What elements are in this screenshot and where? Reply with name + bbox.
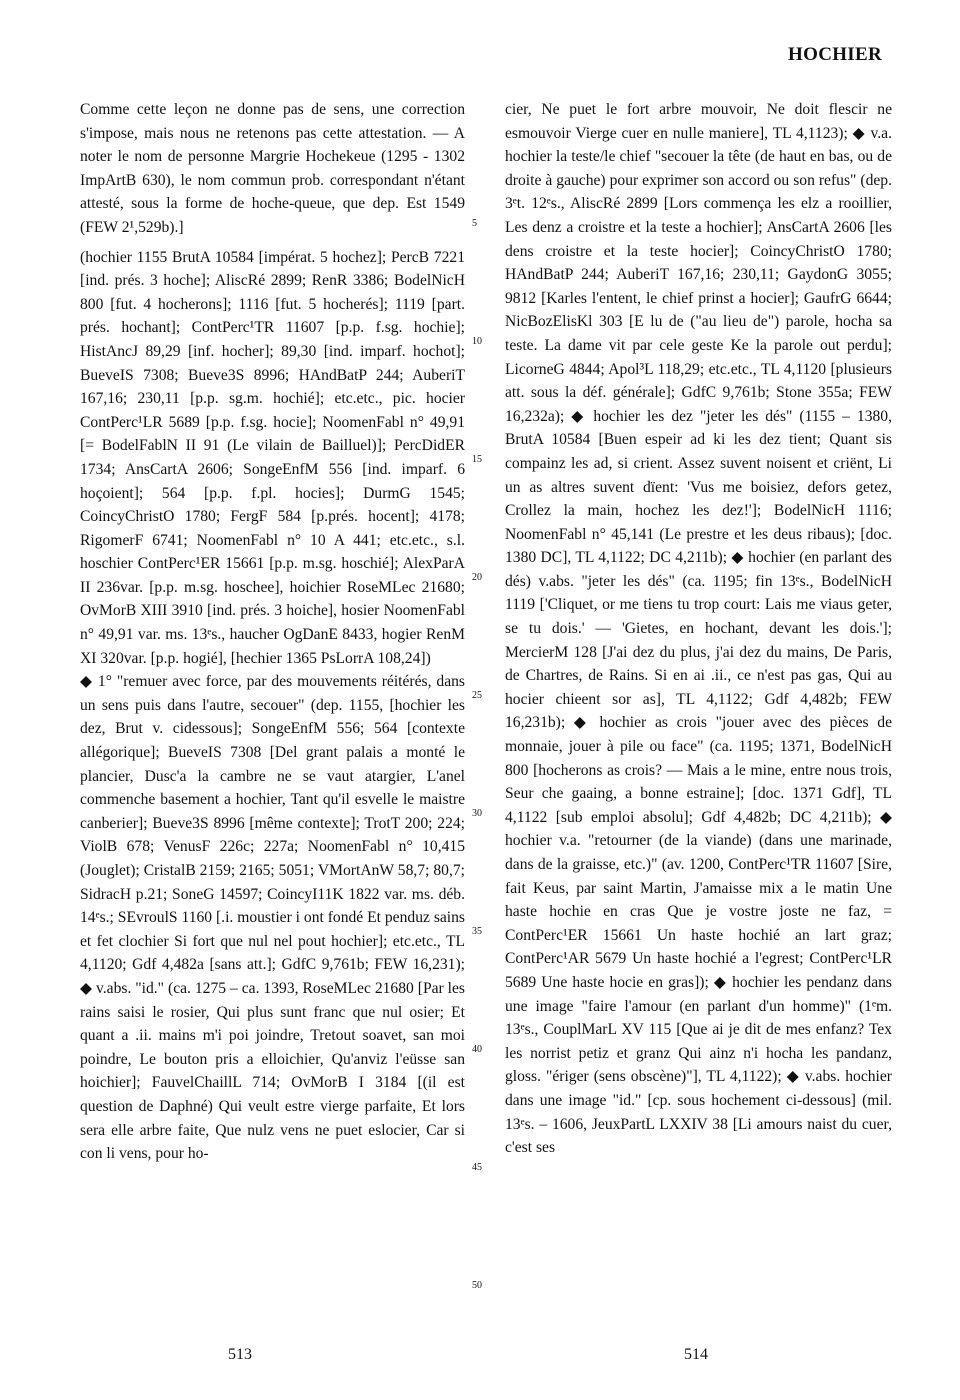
left-column xyxy=(80,98,465,1166)
paragraph: cier, Ne puet le fort arbre mouvoir, Ne doit flescir ne esmouvoir Vierge cuer en nulle maniere], TL 4,1123); ◆ v.a. hochier la teste/le chief "secouer la tête (de haut en bas, ou de droite à gauche) pour exprimer son accord ou son refus" (dep. 3ᵉt. 12ᵉs., AliscRé 2899 [Lors commença les elz a rooillier, Les denz a croistre et la teste a hochier]; AnsCartA 2606 [les dens croistre et la teste hocier]; CoincyChristO 1780; HAndBatP 244; AuberiT 167,16; 230,11; GaydonG 3055; 9812 [Karles l'entent, le chief prinst a hocier]; GaufrG 6644; NicBozElisKl 303 [E lu de ("au lieu de") parole, hocha sa teste. La dame vit par cele geste Ke la parole out perdu]; LicorneG 4844; Apol³L 118,29; etc.etc., TL 4,1120 [plusieurs att. sous la déf. générale]; GdfC 9,761b; Stone 355a; FEW 16,232a); ◆ hochier les dez "jeter les dés" (1155 – 1380, BrutA 10584 [Buen espeir ad ki les dez tient; Quant sis compainz les ad, si crient. Assez suvent noisent et criënt, Li un as altres suvent dïent: 'Vus me boisiez, defors getez, Crollez la main, hochez les dez!']; BodelNicH 1116; NoomenFabl n° 45,141 (Le prestre et les deus ribaus); [doc. 1380 DC], TL 4,1122; DC 4,211b); ◆ hochier (en parlant des dés) v.abs. "jeter les dés" (ca. 1195; fin 13ᵉs., BodelNicH 1119 ['Cliquet, or me tiens tu trop court: Lais me viaus geter, se tu dois.' — 'Gietes, en hochant, devant les dois.']; MercierM 128 [J'ai dez du plus, j'ai dez du mains, De Paris, de Chartres, de Rains. Si en ai .ii., ce n'est pas gas, Qui au hocier chieent sor as], TL 4,1122; Gdf 4,482b; FEW 16,231b); ◆ hochier as crois "jouer avec des pièces de monnaie, jouer à pile ou face" (ca. 1195; 1371, BodelNicH 800 [hocherons as crois? — Mais a le mine, entre nous trois, Seur che gaaing, a bonne estraine]; [doc. 1371 Gdf], TL 4,1122 [sub emploi absolu]; Gdf 4,482b; DC 4,211b); ◆ hochier v.a. "retourner (de la viande) (dans une marinade, dans de la graisse, etc.)" (av. 1200, ContPerc¹TR 11607 [Sire, fait Keus, par saint Martin, J'amaisse mix a le matin Une haste hochie en cras Que je vostre joste ne faz, = ContPerc¹ER 15661 Un haste hochié an lart graz; ContPerc¹AR 5679 Un haste hochié a l'egrest; ContPerc¹LR 5689 Une haste hocie en gras]); ◆ hochier les pendanz dans une image "faire l'amour (en parlant d'un homme)" (1ᵉm. 13ᵉs., CouplMarL XV 115 [Que ai je dit de mes enfanz? Tex les norrist petiz et granz Qui ainz n'i hocha les pandanz, gloss. "ériger (sens obscène)"], TL 4,1122); ◆ v.abs. hochier dans une image "id." [cp. sous hochement ci-dessous] (mil. 13ᵉs. – 1606, JeuxPartL LXXIV 38 [Li amours naist du cuer, c'est ses xyxy=(505,101,892,1157)
paragraph: ◆ 1° "remuer avec force, par des mouvements réitérés, dans un sens puis dans l'autre, secouer" (dep. 1155, [hochier les dez, Brut v. cidessous]; SongeEnfM 556; 564 [contexte allégorique]; BueveIS 7308 [Del grant palais a monté le plancier, Dusc'a la cambre ne se vaut atargier, L'anel commenche basement a hochier, Tant qu'il esvelle le maistre canberier]; Bueve3S 8996 [même contexte]; TrotT 200; 224; ViolB 678; VenusF 226c; 227a; NoomenFabl n° 10,415 (Jouglet); CristalB 2159; 2165; 5051; VMortAnW 58,7; 80,7; SidracH p.21; SoneG 14597; CoincyI11K 1822 var. ms. déb. 14ᵉs.; SEvroulS 1160 [.i. moustier i ont fondé Et penduz sains et fet clochier Si fort que nul nel pout hochier]; etc.etc., TL 4,1120; Gdf 4,482a [sans att.]; GdfC 9,761b; FEW 16,231); ◆ v.abs. "id." (ca. 1275 – ca. 1393, RoseMLec 21680 [Par les rains saisi le rosier, Qui plus sunt franc que nul osier; Et quant a .ii. mains m'i poi joindre, Tretout soavet, san moi poindre, Le bouton pris a elloichier, Qu'anviz l'eüsse san hoichier]; FauvelChaillL 714; OvMorB I 3184 [(il est question de Daphné) Qui veult estre vierge parfaite, Et lors sera elle arbre faite, Que nulz vens ne puet eslocier, Car si con li vens, pour ho- xyxy=(80,673,466,1163)
line-number: 15 xyxy=(472,454,482,465)
line-number: 40 xyxy=(472,1044,482,1055)
right-column xyxy=(505,98,892,1160)
page-number-left: 513 xyxy=(228,1346,252,1363)
line-number: 50 xyxy=(472,1280,482,1291)
line-number: 30 xyxy=(472,808,482,819)
line-number: 25 xyxy=(472,690,482,701)
line-number: 35 xyxy=(472,926,482,937)
line-number: 20 xyxy=(472,572,482,583)
line-number: 5 xyxy=(472,218,477,229)
paragraph: (hochier 1155 BrutA 10584 [impérat. 5 hochez]; PercB 7221 [ind. prés. 3 hoche]; AliscRé 2899; RenR 3386; BodelNicH 800 [fut. 4 hocherons]; 1116 [fut. 5 hocherés]; 1119 [part. prés. hochant]; ContPerc¹TR 11607 [p.p. f.sg. hochie]; HistAncJ 89,29 [inf. hocher]; 89,30 [ind. imparf. hochot]; BueveIS 7308; Bueve3S 8996; HAndBatP 244; AuberiT 167,16; 230,11 [p.p. sg.m. hochié]; etc.etc., pic. hocier ContPerc¹LR 5689 [p.p. f.sg. hocie]; NoomenFabl n° 49,91 [= BodelFablN II 91 (Le vilain de Bailluel)]; PercDidER 1734; AnsCartA 2606; SongeEnfM 556 [ind. imparf. 6 hoçoient]; 564 [p.p. f.pl. hocies]; DurmG 1545; CoincyChristO 1780; FergF 584 [p.prés. hocent]; 4178; RigomerF 6741; NoomenFabl n° 10 A 441; etc.etc., s.l. hoschier ContPerc¹ER 15661 [p.p. m.sg. hoschié]; AlexParA II 236var. [p.p. m.sg. hoschee], hoichier RoseMLec 21680; OvMorB XIII 3910 [ind. prés. 3 hoiche], hosier NoomenFabl n° 49,91 var. ms. 13ᵉs., haucher OgDanE 8433, hogier RenM XI 320var. [p.p. hogié], [hechier 1365 PsLorrA 108,24]) xyxy=(80,248,465,667)
paragraph: Comme cette leçon ne donne pas de sens, une correction s'impose, mais nous ne retenons pas cette attestation. — A noter le nom de personne Margrie Hochekeue (1295 - 1302 ImpArtB 630), le nom commun prob. correspondant n'étant attesté, sous la forme de hoche-queue, que dep. Est 1549 (FEW 2¹,529b).] xyxy=(80,101,465,236)
page-number-right: 514 xyxy=(684,1346,708,1363)
running-title: HOCHIER xyxy=(788,44,882,65)
line-number: 45 xyxy=(472,1162,482,1173)
line-number: 10 xyxy=(472,336,482,347)
